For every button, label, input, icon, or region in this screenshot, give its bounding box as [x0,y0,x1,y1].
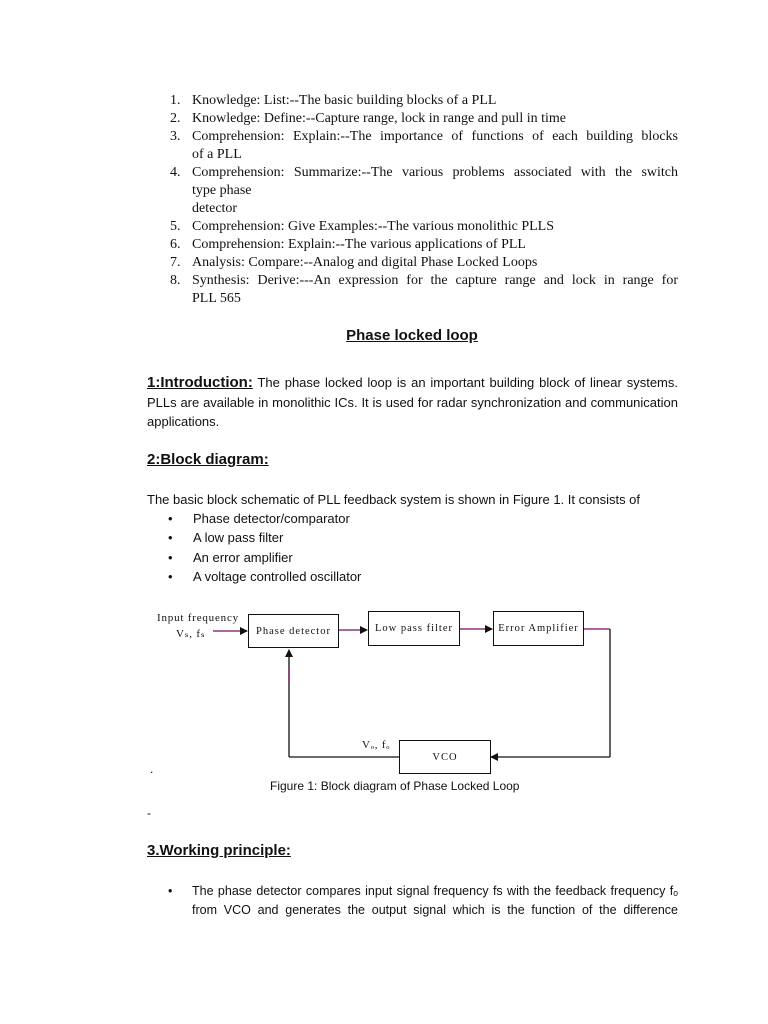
working-principle-heading: 3.Working principle: [147,842,291,859]
block-diagram-heading: 2:Block diagram: [147,451,269,468]
objective-number: 6. [170,237,181,252]
objective-number: 5. [170,219,181,234]
working-text-line-1: The phase detector compares input signal frequency fs with the feedback frequency fₒ [192,884,678,898]
objective-line: PLL 565 [192,291,241,306]
objective-number: 7. [170,255,181,270]
vco-output-label: Vₒ, fₒ [362,739,391,751]
figure-caption: Figure 1: Block diagram of Phase Locked Loop [270,779,520,793]
objectives-list [164,92,678,308]
objective-text [192,128,678,164]
objective-number: 1. [170,93,181,108]
stray-dash: - [147,806,151,820]
objective-line: Comprehension: Explain:--The importance of functions of each building blocks [192,129,678,144]
objective-item [164,218,678,236]
objective-text [192,236,678,254]
intro-heading: 1:Introduction: [147,374,253,391]
objective-number: 8. [170,273,181,288]
objective-item [164,110,678,128]
page-title: Phase locked loop [346,327,478,344]
list-item [168,528,361,547]
objective-line: type phase [192,183,252,198]
list-item-text: Phase detector/comparator [193,511,350,526]
bullet: • [168,530,173,546]
list-item-text: A low pass filter [193,530,284,546]
error-amplifier-block: Error Amplifier [493,611,584,646]
objective-line: Knowledge: Define:--Capture range, lock in range and pull in time [192,111,566,126]
objective-text [192,110,678,128]
objective-number: 4. [170,165,181,180]
objective-number: 3. [170,129,181,144]
list-item-text: An error amplifier [193,549,293,565]
block-diagram-lead: The basic block schematic of PLL feedback system is shown in Figure 1. It consists of [147,492,641,507]
block-list [168,509,361,586]
bullet: • [168,568,173,584]
list-item [168,567,361,586]
intro-text: The phase locked loop is an important building block of linear systems. PLLs are available in monolithic ICs. It is used for radar synchronization and communication applications. [147,375,678,429]
objective-text [192,92,678,110]
objective-text [192,164,678,218]
objective-text [192,272,678,308]
input-frequency-label: Input frequency [157,612,239,624]
list-item-text: A voltage controlled oscillator [193,568,362,584]
objective-item [164,272,678,308]
bullet: • [168,511,173,526]
list-item [168,509,361,528]
stray-dot: . [150,762,154,776]
objective-line: Comprehension: Give Examples:--The various monolithic PLLS [192,219,554,234]
objective-line: of a PLL [192,147,242,162]
input-variables-label: Vₛ, fₛ [176,628,206,640]
low-pass-filter-block: Low pass filter [368,611,460,646]
list-item [168,882,678,920]
working-text [192,882,678,920]
working-list [168,882,678,920]
objective-text [192,254,678,272]
objective-line: Analysis: Compare:--Analog and digital Phase Locked Loops [192,255,538,270]
objective-line: Knowledge: List:--The basic building blocks of a PLL [192,93,497,108]
objective-text [192,218,678,236]
bullet: • [168,549,173,565]
objective-item [164,128,678,164]
objective-line: Synthesis: Derive:---An expression for the capture range and lock in range for [192,273,678,288]
objective-line: Comprehension: Summarize:--The various problems associated with the switch [192,165,678,180]
phase-detector-block: Phase detector [248,614,339,648]
objective-number: 2. [170,111,181,126]
objective-item [164,164,678,218]
objective-item [164,254,678,272]
bullet: • [168,884,173,898]
objective-line: Comprehension: Explain:--The various applications of PLL [192,237,526,252]
working-text-line-2: from VCO and generates the output signal which is the function of the difference [192,903,678,917]
objective-item [164,92,678,110]
vco-block: VCO [399,740,491,774]
objective-item [164,236,678,254]
objective-line: detector [192,201,238,216]
list-item [168,548,361,567]
intro-paragraph [147,373,678,432]
